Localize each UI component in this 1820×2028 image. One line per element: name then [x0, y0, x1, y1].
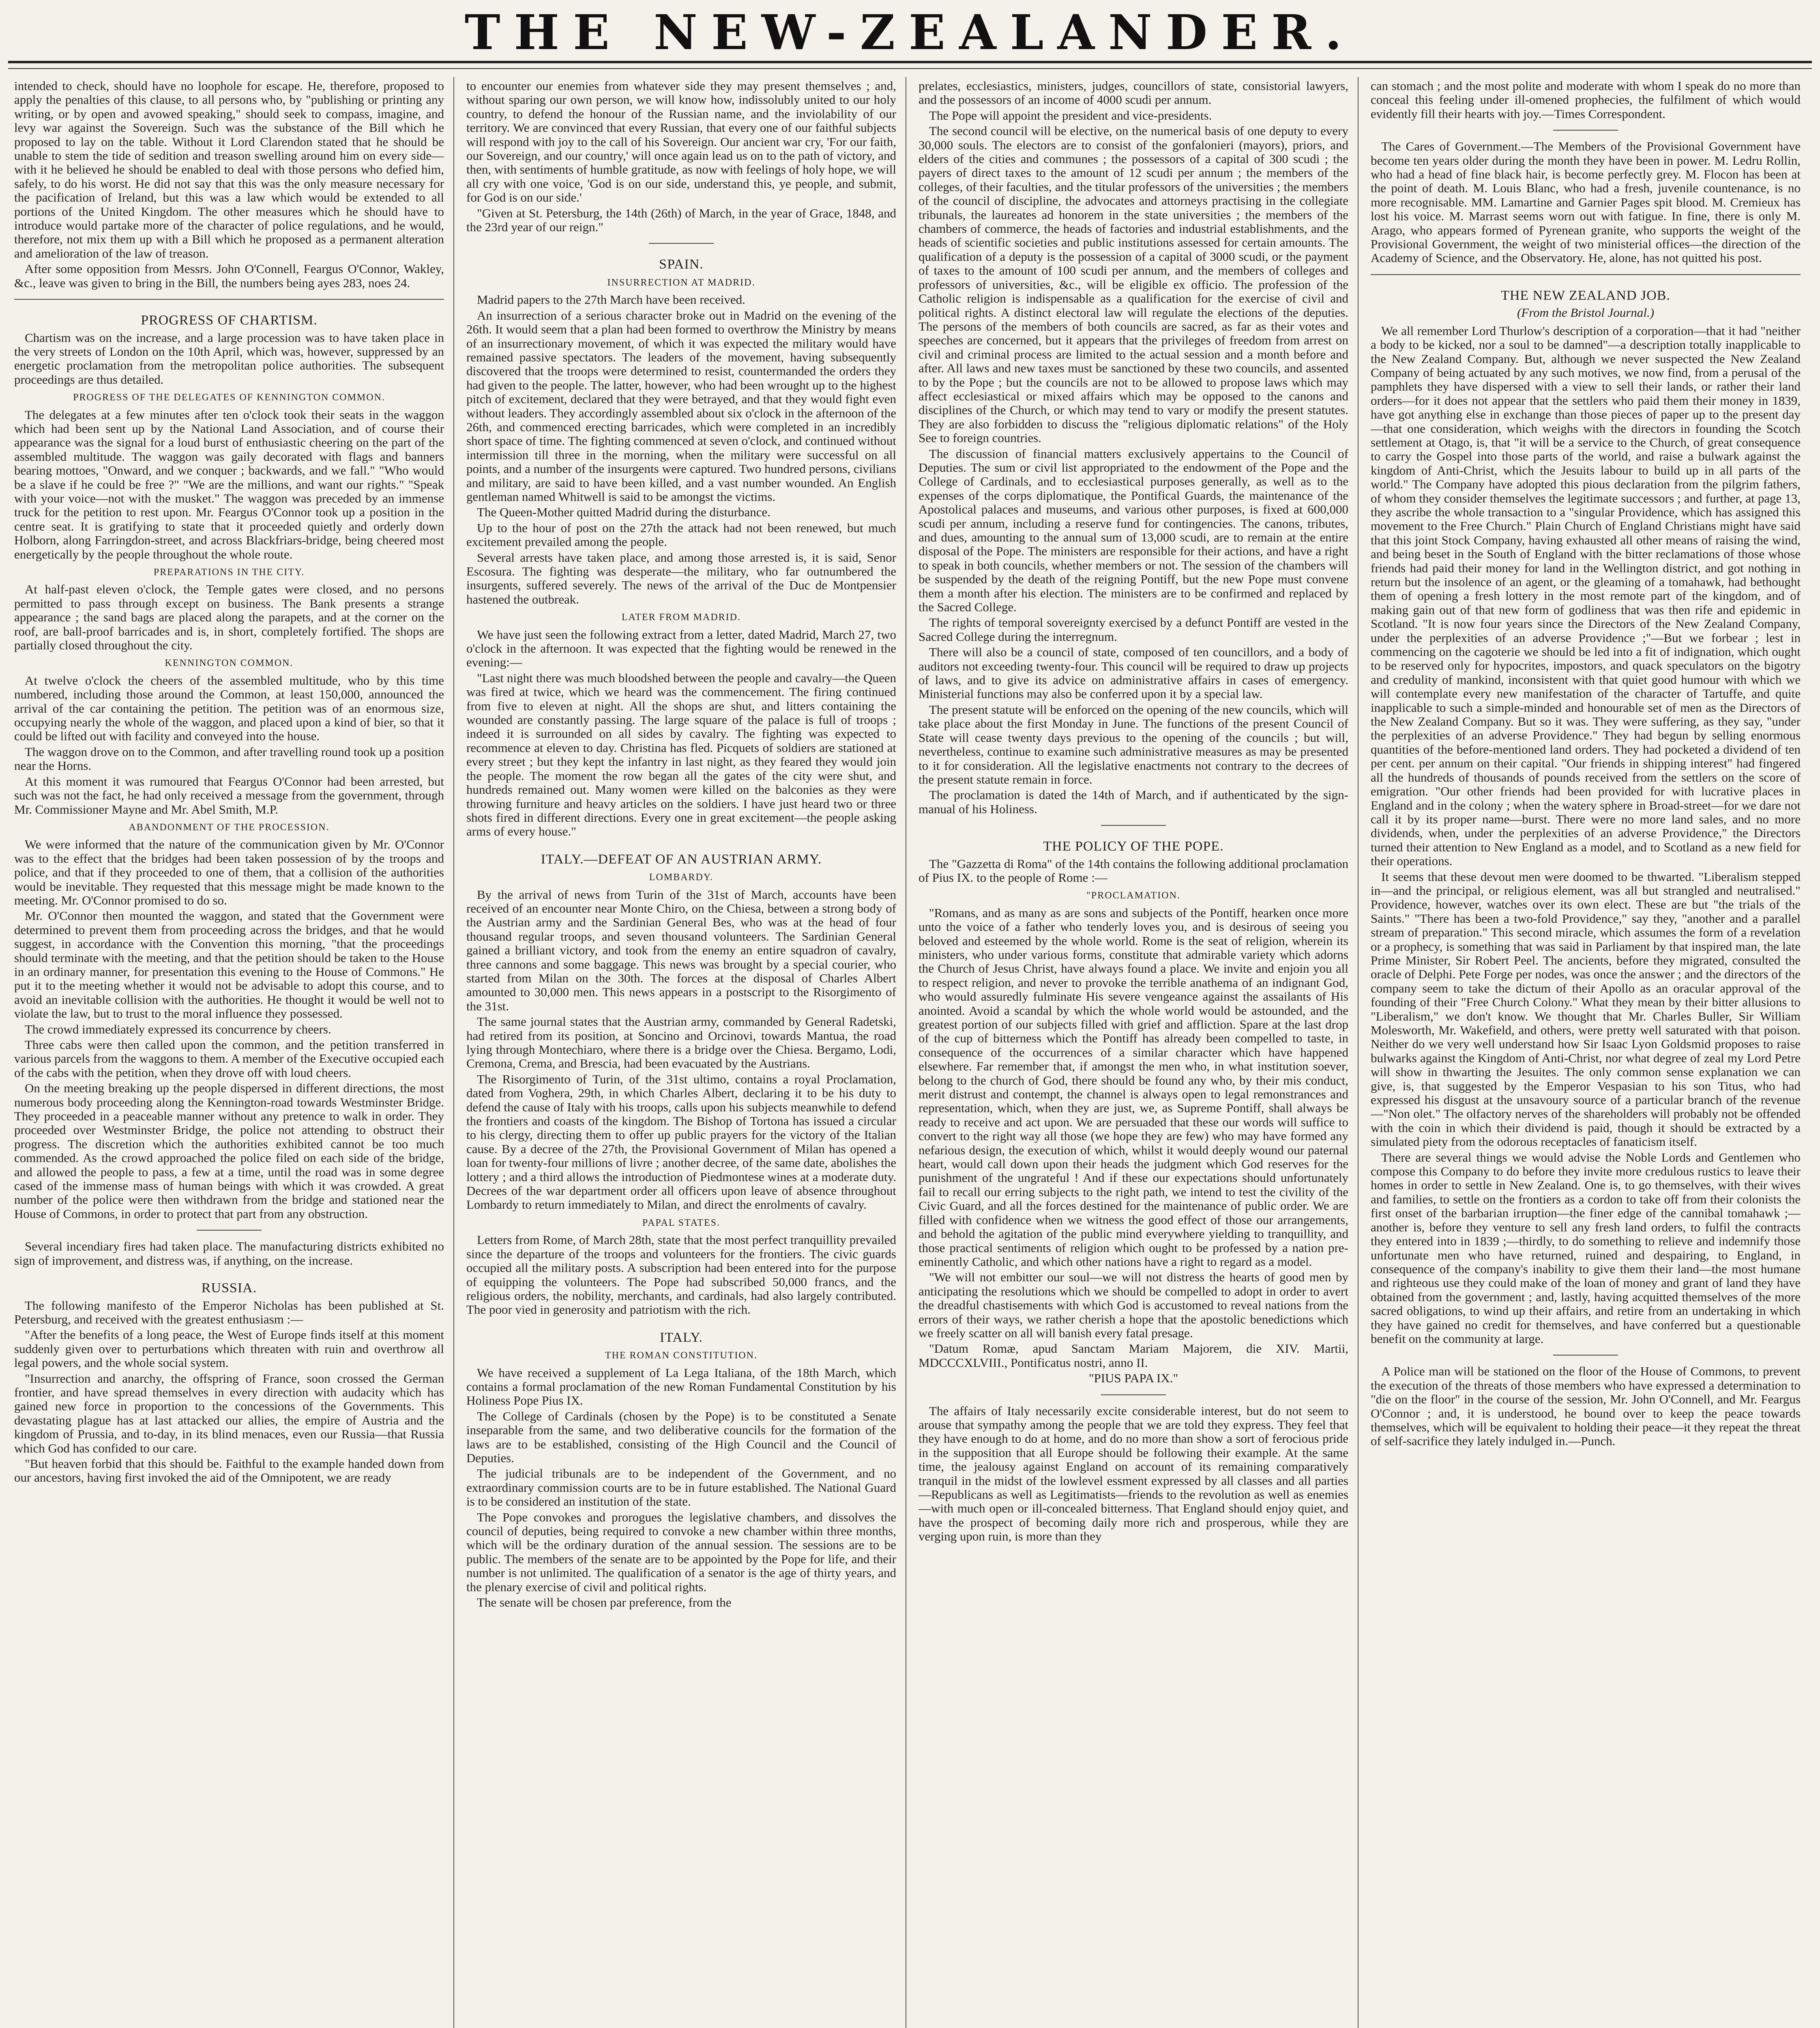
paragraph: At twelve o'clock the cheers of the assembled multitude, who by this time numbered, including those around the Common, at least 150,000, announced the arrival of the car containing the petition. The petition was of an enormous size, occupying nearly the whole of the waggon, and placed upon a kind of bier, so that it could be lifted out with facility and conveyed into the house. [14, 673, 444, 743]
paragraph: We were informed that the nature of the communication given by Mr. O'Connor was to the effect that the bridges had been taken possession of by the troops and police, and that if they proceeded to one of them, that a collision of the authorities would be inevitable. They requested that this message might be made known to the meeting. Mr. O'Connor promised to do so. [14, 837, 444, 907]
paragraph: The proclamation is dated the 14th of March, and if authenticated by the sign-manual of his Holiness. [919, 788, 1348, 816]
paragraph: The Pope convokes and prorogues the legislative chambers, and dissolves the council of deputies, being required to convoke a new chamber within three months, which will be the ordinary duration of the annual session. The sessions are to be public. The members of the senate are to be appointed by the Pope for life, and their number is not unlimited. The qualification of a senator is the age of thirty years, and the plenary exercise of civil and political rights. [466, 1510, 896, 1594]
section-rule [1371, 274, 1801, 275]
section-heading: SPAIN. [659, 257, 704, 272]
section-heading: THE POLICY OF THE POPE. [1043, 839, 1224, 854]
short-rule [1553, 1355, 1618, 1356]
paragraph: At half-past eleven o'clock, the Temple gates were closed, and no persons permitted to pass through except on business. The Bank presents a strange appearance ; the sand bags are placed along the parapets, and at the corner on the roof, are ball-proof barricades and is, in short, completely fortified. The shops are partially closed throughout the city. [14, 582, 444, 653]
paragraph: "Romans, and as many as are sons and subjects of the Pontiff, hearken once more unto the voice of a father who tenderly loves you, and is desirous of seeing you beloved and esteemed by the whole world. Rome is the seat of religion, wherein its ministers, who under various forms, constitute that admirable variety which adorns the Church of Jesus Christ, have always found a place. We invite and enjoin you all to respect religion, and never to provoke the terrible anathema of an indignant God, who would assuredly fulminate His severe vengeance against the assailants of His anointed. Avoid a scandal by which the whole world would be astounded, and the greatest portion of our subjects filled with grief and affliction. Spare at the last drop of the cup of bitterness which the Pontiff has already been compelled to taste, in consequence of the occurrences of a similar character which have happened elsewhere. Far remember that, if amongst the men who, in what institution soever, belong to the church of God, there should be found any who, by their mis conduct, merit distrust and contempt, the channel is always open to legal remonstrances and representation, which, when they are just, we, as Supreme Pontiff, shall always be ready to receive and act upon. We are persuaded that these our words will suffice to convert to the right way all those (we hope they are few) who may have formed any nefarious design, the execution of which, whilst it would deeply wound our paternal heart, would call down upon their heads the judgment which God reserves for the punishment of the ungrateful ! And if these our expectations should unfortunately fail to recall our erring subjects to the right path, we intend to test the civility of the Civic Guard, and all the forces destined for the maintenance of public order. We are filled with confidence when we witness the good effect of those our arrangements, and behold the agitation of the public mind everywhere yielding to tranquillity, and those practical sentiments of religion which ought to be professed by a nation pre-eminently Catholic, and which other nations have a right to regard as a model. [919, 905, 1348, 1269]
paragraph: Three cabs were then called upon the common, and the petition transferred in various parcels from the waggons to them. A member of the Executive occupied each of the cabs with the petition, when they drove off with loud cheers. [14, 1038, 444, 1080]
paragraph: prelates, ecclesiastics, ministers, judges, councillors of state, consistorial lawyers, and the possessors of an income of 4000 scudi per annum. [919, 79, 1348, 107]
paragraph: Letters from Rome, of March 28th, state that the most perfect tranquillity prevailed since the departure of the troops and volunteers for the frontiers. The civic guards occupied all the military posts. A subscription had been entered into for the purpose of equipping the volunteers. The Pope had subscribed 50,000 francs, and the religious orders, the nobility, merchants, and cardinals, had also largely contributed. The poor vied in generosity and patriotism with the rich. [466, 1233, 896, 1317]
paragraph: The "Gazzetta di Roma" of the 14th contains the following additional proclamation of Pius IX. to the people of Rome :— [919, 856, 1348, 885]
section-heading: THE NEW ZEALAND JOB. [1501, 288, 1670, 303]
paragraph: The delegates at a few minutes after ten o'clock took their seats in the waggon which had been sent up by the National Land Association, and of course their appearance was the signal for a loud burst of enthusiastic cheering on the part of the assembled multitude. The waggon was gaily decorated with flags and banners bearing mottoes, "Onward, and we conquer ; backwards, and we fall." "Who would be a slave if he could be free ?" "We are the millions, and want our rights." "Speak with your voice—not with the musket." The waggon was preceded by an immense truck for the petition to rest upon. Mr. Feargus O'Connor took up a position in the centre seat. It is gratifying to state that it proceeded quietly and orderly down Holborn, along Farringdon-street, and across Blackfriars-bridge, being cheered most energetically by the people throughout the whole route. [14, 407, 444, 561]
paragraph: "We will not embitter our soul—we will not distress the hearts of good men by anticipating the resolutions which we should be compelled to adopt in order to avert the dreadful chastisements with which God is accustomed to reveal nations from the errors of their ways, we rather cherish a hope that the apostolic benedictions which we freely scatter on all will banish every fatal presage. [919, 1270, 1348, 1340]
paragraph: Chartism was on the increase, and a large procession was to have taken place in the very streets of London on the 10th April, which was, however, suppressed by an energetic proclamation from the metropolitan police authorities. The subsequent proceedings are thus detailed. [14, 330, 444, 387]
section-rule [14, 299, 444, 300]
subheading: THE ROMAN CONSTITUTION. [605, 1350, 758, 1361]
paragraph: The Pope will appoint the president and vice-presidents. [929, 108, 1212, 122]
paragraph: The present statute will be enforced on the opening of the new councils, which will take place about the first Monday in June. The functions of the present Council of State will cease twenty days previous to the opening of the councils ; but will, nevertheless, continue to examine such administrative measures as may be presented to it for consideration. All the legislative enactments not contrary to the decrees of the present statute remain in force. [919, 702, 1348, 786]
short-rule [649, 243, 714, 244]
column-rule [453, 77, 454, 2028]
paragraph: to encounter our enemies from whatever side they may present themselves ; and, without sparing our own person, we will know how, indissolubly united to our holy country, to defend the honour of the Russian name, and the inviolability of our territory. We are convinced that every Russian, that every one of our faithful subjects will respond with joy to the call of his Sovereign. Our ancient war cry, 'For our faith, our Sovereign, and our country,' will once again lead us on to the path of victory, and then, with sentiments of humble gratitude, as now with feelings of holy hope, we will all cry with one voice, 'God is on our side, understand this, ye people, and submit, for God is on our side.' [466, 79, 896, 205]
paragraph: The second council will be elective, on the numerical basis of one deputy to every 30,000 souls. The electors are to consist of the gonfalonieri (mayors), priors, and elders of the cities and communes ; the possessors of a capital of 300 scudi ; the payers of direct taxes to the amount of 12 scudi per annum ; the members of the colleges, of their faculties, and the titular professors of the universities ; the members of the council of discipline, the advocates and attorneys practising in the collegiate tribunals, the laureates ad honorem in the state universities ; the members of the chambers of commerce, the heads of factories and industrial establishments, and the heads of scientific societies and public institutions assessed for certain amounts. The qualification of a deputy is the possession of a capital of 3000 scudi, or the payment of taxes to the amount of 100 scudi per annum, and the members of colleges and professors of universities, &c., will be eligible ex officio. The profession of the Catholic religion is indispensable as a qualification for the exercise of civil and political rights. A distinct electoral law will regulate the elections of the deputies. The persons of the members of both councils are sacred, as far as their votes and speeches are concerned, but it appears that the privileges of freedom from arrest on civil and criminal process are limited to the actual session and a month before and after. All laws and new taxes must be sanctioned by these two councils, and assented to by the Pope ; but the councils are not to be allowed to propose laws which may affect ecclesiastical or mixed affairs which may be opposed to the canons and disciplines of the Church, or which may tend to vary or modify the present statutes. They are also forbidden to discuss the "religious diplomatic relations" of the Holy See to foreign countries. [919, 124, 1348, 445]
short-rule [1553, 130, 1618, 131]
paragraph: There are several things we would advise the Noble Lords and Gentlemen who compose this Company to do before they invite more credulous rustics to leave their homes in order to settle in New Zealand. One is, to go themselves, with their wives and families, to settle on the frontiers as a cordon to take off from their colonists the first onset of the barbarian irruption—the finer edge of the cannibal tomahawk ;—another is, before they venture to sell any fresh land orders, to fulfil the contracts they entered into in 1839 ;—thirdly, to do something to relieve and indemnify those unfortunate men who have returned, ruined and despairing, to England, in consequence of the company's inability to give them their land—the most humane and righteous use they could make of the loan of money and grant of land they have obtained from the government ; and, lastly, having acquitted themselves of the more sacred obligations, to wind up their affairs, and retire from an undertaking in which they have gained no credit for themselves, and have conferred but a questionable benefit on the community at large. [1371, 1150, 1801, 1346]
subheading: PREPARATIONS IN THE CITY. [153, 567, 305, 578]
paragraph: We have just seen the following extract from a letter, dated Madrid, March 27, two o'clock in the afternoon. It was expected that the fighting would be renewed in the evening:— [466, 627, 896, 670]
paragraph: intended to check, should have no loophole for escape. He, therefore, proposed to apply the penalties of this clause, to all persons who, by "publishing or printing any writing, or by open and avowed speaking," should seek to compass, imagine, and levy war against the Sovereign. Such was the substance of the Bill which he proposed to lay on the table. Without it Lord Clarendon stated that he should be unable to stem the tide of sedition and treason swelling around him on every side—with it he believed he should be enabled to deal with those persons who defied him, safely, to do his worst. He did not say that this was the only measure necessary for the pacification of Ireland, but this was a law which would be extended to all portions of the United Kingdom. The other measures which he should have to introduce would partake more of the character of police regulations, and he would, therefore, not mix them up with a Bill which he proposed as a permanent alteration and amelioration of the law of treason. [14, 79, 444, 260]
paragraph: We have received a supplement of La Lega Italiana, of the 18th March, which contains a formal proclamation of the new Roman Fundamental Constitution by his Holiness Pope Pius IX. [466, 1365, 896, 1408]
paragraph: A Police man will be stationed on the floor of the House of Commons, to prevent the execution of the threats of those members who have expressed a determination to "die on the floor" in the course of the session, Mr. John O'Connell, and Mr. Feargus O'Connor ; and, it is understood, he bound over to keep the peace towards themselves, which will be equivalent to holding their peace—it they repeat the threat of self-sacrifice they lately indulged in.—Punch. [1371, 1364, 1801, 1448]
short-rule [1101, 825, 1166, 826]
paragraph: Madrid papers to the 27th March have been received. [477, 292, 745, 307]
paragraph: By the arrival of news from Turin of the 31st of March, accounts have been received of an encounter near Monte Chiro, on the Chiesa, between a strong body of the Austrian army and the Sardinian General Bes, who was at the head of four thousand regular troops, and seven thousand volunteers. The Sardinian General gained a brilliant victory, and took from the enemy an entire squadron of cavalry, three cannons and some baggage. This news was brought by a special courier, who started from Milan on the 30th. The forces at the disposal of Charles Albert amounted to 30,000 men. This news appears in a postscript to the Risorgimento of the 31st. [466, 887, 896, 1013]
paragraph: The College of Cardinals (chosen by the Pope) is to be constituted a Senate inseparable from the same, and two deliberative councils for the formation of the laws are to be established, consisting of the High Council and the Council of Deputies. [466, 1409, 896, 1465]
paragraph: "Insurrection and anarchy, the offspring of France, soon crossed the German frontier, and have spread themselves in every direction with audacity which has gained new force in proportion to the concessions of the Governments. This devastating plague has at last attacked our allies, the empire of Austria and the kingdom of Prussia, and to-day, in its blind menaces, even our Russia—that Russia which God has confided to our care. [14, 1371, 444, 1455]
section-heading: ITALY.—DEFEAT OF AN AUSTRIAN ARMY. [541, 851, 822, 867]
paragraph: "After the benefits of a long peace, the West of Europe finds itself at this moment suddenly given over to perturbations which threaten with ruin and overthrow all legal powers, and the whole social system. [14, 1328, 444, 1370]
section-heading: RUSSIA. [201, 1280, 257, 1296]
paragraph: The waggon drove on to the Common, and after travelling round took up a position near the Horns. [14, 744, 444, 773]
paragraph: It seems that these devout men were doomed to be thwarted. "Liberalism stepped in—and the principal, or religious element, was all but strangled and neutralised." Providence, however, watches over its own elect. These are but "the trials of the Saints." "There has been a two-fold Providence," say they, "another and a parallel stream of preparation." This second miracle, which assumes the form of a revelation or a prophecy, is something that was said in Parliament by that inspired man, the late Prime Minister, Sir Robert Peel. The ancients, before they migrated, consulted the oracle of Delphi. Pete Forge per nodes, was once the answer ; and the directors of the company seem to take the dictum of their Apollo as an oracular approval of the founding of their "Free Church Colony." What they mean by their bitter allusions to "Liberalism," we don't know. We thought that Mr. Charles Buller, Sir William Molesworth, Mr. Wakefield, and others, were pretty well saturated with that poison. Neither do we very well understand how Sir Isaac Lyon Goldsmid proposes to raise bulwarks against the Kingdom of Anti-Christ, nor what degree of zeal my Lord Petre will show in thwarting the Jesuites. The only common sense explanation we can give, is, that suggested by the Emperor Vespasian to his son Titus, who had expressed his disgust at the unsavoury source of a particular branch of the revenue —"Non olet." The olfactory nerves of the shareholders will probably not be offended with the coin in which their dividend is paid, though it should be extracted by a simulated piety from the odorous receptacles of fanaticism itself. [1371, 869, 1801, 1149]
paragraph: The crowd immediately expressed its concurrence by cheers. [25, 1022, 331, 1036]
subheading: INSURRECTION AT MADRID. [607, 277, 755, 288]
column-4 [1371, 79, 1801, 2028]
newspaper-title: THE NEW-ZEALANDER. [464, 4, 1356, 60]
paragraph: Up to the hour of post on the 27th the attack had not been renewed, but much excitement prevailed among the people. [466, 520, 896, 549]
signature: "PIUS PAPA IX." [1088, 1371, 1178, 1386]
paragraph: The judicial tribunals are to be independent of the Government, and no extraordinary commission courts are to be in future established. The National Guard is to be considered an institution of the state. [466, 1466, 896, 1509]
paragraph: Several incendiary fires had taken place. The manufacturing districts exhibited no sign of improvement, and distress was, if anything, on the increase. [14, 1239, 444, 1268]
short-rule [197, 1230, 262, 1231]
subheading: PROGRESS OF THE DELEGATES OF KENNINGTON COMMON. [73, 392, 385, 403]
subheading: KENNINGTON COMMON. [165, 658, 294, 669]
masthead-rule-thin [8, 68, 1812, 69]
section-heading: ITALY. [660, 1330, 703, 1345]
paragraph: The Risorgimento of Turin, of the 31st ultimo, contains a royal Proclamation, dated from Voghera, 29th, in which Charles Albert, declaring it to be his duty to defend the cause of Italy with his troops, calls upon his subjects meanwhile to defend the frontiers and coasts of the kingdom. The Bishop of Tortona has issued a circular to his clergy, directing them to offer up public prayers for the victory of the Italian cause. By a decree of the 27th, the Provisional Government of Milan has opened a loan for twenty-four millions of livre ; another decree, of the same date, abolishes the lottery ; and a third allows the introduction of Piedmontese wines at a moderate duty. Decrees of the war department order all officers upon leave of absence throughout Lombardy to return immediately to Milan, and direct the enrolments of cavalry. [466, 1072, 896, 1212]
subheading: PAPAL STATES. [642, 1217, 721, 1228]
paragraph: can stomach ; and the most polite and moderate with whom I speak do no more than conceal this feeling under ill-omened prophecies, the fulfilment of which would evidently fill their hearts with joy.—Times Correspondent. [1371, 79, 1801, 121]
paragraph: Mr. O'Connor then mounted the waggon, and stated that the Government were determined to prevent them from proceeding across the bridges, and that he would suggest, in accordance with the Convention this morning, "that the proceedings should terminate with the meeting, and that the petition should be taken to the House in an ordinary manner, for presentation this evening to the House of Commons." He put it to the meeting whether it would not be advisable to adopt this course, and to avoid an inevitable collision with the authorities. He thought it would be well not to violate the law, but to trust to the moral influence they possessed. [14, 909, 444, 1021]
paragraph: The rights of temporal sovereignty exercised by a defunct Pontiff are vested in the Sacred College during the interregnum. [919, 615, 1348, 644]
paragraph: The same journal states that the Austrian army, commanded by General Radetski, had retired from its position, at Soncino and Orcinovi, towards Mantua, the road lying through Montechiaro, where there is a bridge over the Chiesa. Bergamo, Lodi, Cremona, Crema, and Brescia, had been evacuated by the Austrians. [466, 1014, 896, 1071]
subheading: LOMBARDY. [649, 872, 714, 883]
source-credit: (From the Bristol Journal.) [1517, 305, 1655, 320]
subheading: LATER FROM MADRID. [621, 612, 741, 623]
paragraph: "But heaven forbid that this should be. Faithful to the example handed down from our ancestors, having first invoked the aid of the Omnipotent, we are ready [14, 1456, 444, 1485]
paragraph: The following manifesto of the Emperor Nicholas has been published at St. Petersburg, and received with the greatest enthusiasm :— [14, 1298, 444, 1326]
paragraph: The Cares of Government.—The Members of the Provisional Government have become ten years older during the month they have been in power. M. Ledru Rollin, who had a head of fine black hair, is become perfectly grey. M. Flocon has been at the point of death. M. Louis Blanc, who had a fresh, juvenile countenance, is no more recognisable. MM. Lamartine and Garnier Pages spit blood. M. Cremieux has lost his voice. M. Marrast seems worn out with fatigue. In fine, there is only M. Arago, who appears formed of Pyrenean granite, who supports the weight of the Provisional Government, the weight of two ministerial offices—the direction of the Academy of Science, and the Observatory. He, alone, has not quitted his post. [1371, 139, 1801, 265]
column-1 [14, 79, 444, 2028]
paragraph: "Last night there was much bloodshed between the people and cavalry—the Queen was fired at twice, which we heard was the commencement. The firing continued from five to eleven at night. All the shops are shut, and litters containing the wounded are constantly passing. The large square of the palace is full of troops ; indeed it is surrounded on all sides by cavalry. The fighting was expected to recommence at eleven to day. Christina has fled. Picquets of soldiers are stationed at every street ; but they kept the infantry in last night, as they feared they would join the people. The moment the row began all the gates of the city were shut, and hundreds remained out. Many women were killed on the balconies as they were throwing furniture and heavy articles on the soldiers. I have just heard two or three shots fired in different directions. Every one in great excitement—the people asking arms of every house." [466, 670, 896, 839]
paragraph: The Queen-Mother quitted Madrid during the disturbance. [477, 505, 770, 520]
paragraph: After some opposition from Messrs. John O'Connell, Feargus O'Connor, Wakley, &c., leave was given to bring in the Bill, the numbers being ayes 283, noes 24. [14, 262, 444, 290]
column-rule [1358, 77, 1359, 2028]
paragraph: The discussion of financial matters exclusively appertains to the Council of Deputies. The sum or civil list appropriated to the endowment of the Pope and the College of Cardinals, and to ecclesiastical purposes generally, as well as to the expenses of the corps diplomatique, the Pontifical Guards, the maintenance of the Apostolical palaces and museums, and various other purposes, is fixed at 600,000 scudi per annum, including a reserve fund for contingencies. The canons, tributes, and dues, amounting to the annual sum of 13,000 scudi, are to remain at the entire disposal of the Pope. The ministers are responsible for their actions, and have a right to speak in both councils, whether members or not. The session of the chambers will be suspended by the death of the reigning Pontiff, but the new Pope must convene them a month after his election. The ministers are to be confirmed and replaced by the Sacred College. [919, 446, 1348, 614]
paragraph: Several arrests have taken place, and among those arrested is, it is said, Senor Escosura. The fighting was desperate—the military, who far outnumbered the insurgents, suffered severely. The news of the arrival of the Duc de Montpensier hastened the outbreak. [466, 550, 896, 606]
subheading: "PROCLAMATION. [1086, 890, 1180, 901]
column-3 [919, 79, 1348, 2028]
paragraph: The affairs of Italy necessarily excite considerable interest, but do not seem to arouse that sympathy among the people that we are told they express. They feel that they have enough to do at home, and do no more than show a sort of ferocious pride in the supposition that all Europe should be following their example. At the same time, the jealousy against England on account of its remaining comparatively tranquil in the midst of the lowlevel essment expressed by all classes and all parties—Republicans as well as Legitimatists—friends to the revolution as well as enemies—with much open or ill-concealed bitterness. That England should enjoy quiet, and have the prospect of becoming daily more rich and prosperous, while they are verging upon ruin, is more than they [919, 1403, 1348, 1544]
paragraph: We all remember Lord Thurlow's description of a corporation—that it had "neither a body to be kicked, nor a soul to be damned"—a description totally inapplicable to the New Zealand Company. But, although we never suspected the New Zealand Company of being actuated by any such motives, we now find, from a perusal of the pamphlets they have dispersed with a view to sell their lands, or rather their land orders—for it does not appear that the settlers who paid them their money in 1839, have got anything else in exchange than those pieces of paper up to the present day—that one consideration, which weighs with the directors in founding the Scotch settlement at Otago, is, that "it will be a service to the Church, of great consequence to carry the Gospel into those parts of the world, and raise a bulwark against the kingdom of Anti-Christ, which the Jesuits labour to build up in all parts of the world." The Company have adopted this pious declaration from the pilgrim fathers, of whom they consider themselves the legitimate successors ; and further, at page 13, they ascribe the whole transaction to a "singular Providence, which has assigned this movement to the Free Church." Plain Church of England Christians might have said that this joint Stock Company, having exhausted all other means of raising the wind, and being beset in the South of England with the bitter reclamations of those whose friends had paid their money for land in the Wellington district, and got nothing in return but the insolence of an agent, or the gleaming of a tomahawk, had bethought them of opening a fresh lottery in the most remote part of the kingdom, and of making gain out of that new form of godliness that was then rife and epidemic in Scotland. "It is now four years since the Directors of the New Zealand Company, under the perplexities of an adverse Providence ;"—But we forbear ; lest in commencing on the cagoterie we should be led into a fit of indignation, which ought to be reserved only for hypocrites, impostors, and quack speculators on the bigotry and credulity of mankind, inconsistent with that quiet good humour with which we will contemplate every new manifestation of the character of Tartuffe, and quite inapplicable to such a simple-minded and honourable set of men as the Directors of the New Zealand Company. But so it was. They were suffering, as they say, "under the perplexities of an adverse Providence." They had begun by selling enormous quantities of the before-mentioned land orders. They had pocketed a dividend of ten per cent. per annum on their capital. "Our friends in shipping interest" had fingered all the hundreds of thousands of pounds received from the settlers on the score of emigration. "Our other friends had been provided for with lucrative places in England and in the colony ; when the watery sphere in Broad-street—for we dare not call it by its proper name—burst. There were no more land sales, and no more dividends, when, under the perplexities of an adverse Providence," the Directors turned their attention to New England as a model, and to Scotland as a new field for their operations. [1371, 323, 1801, 868]
masthead [0, 0, 1820, 61]
paragraph: "Given at St. Petersburg, the 14th (26th) of March, in the year of Grace, 1848, and the 23rd year of our reign." [466, 206, 896, 234]
section-heading: PROGRESS OF CHARTISM. [141, 313, 318, 328]
paragraph: There will also be a council of state, composed of ten councillors, and a body of auditors not exceeding twenty-four. This council will be required to draw up projects of laws, and to give its advice on administrative affairs in cases of emergency. Ministerial functions may also be conferred upon it by a special law. [919, 645, 1348, 701]
subheading: ABANDONMENT OF THE PROCESSION. [129, 822, 330, 833]
short-rule [1101, 1394, 1166, 1395]
paragraph: "Datum Romæ, apud Sanctam Mariam Majorem, die XIV. Martii, MDCCCXLVIII., Pontificatus nostri, anno II. [919, 1341, 1348, 1370]
masthead-rule [8, 61, 1812, 63]
paragraph: An insurrection of a serious character broke out in Madrid on the evening of the 26th. It would seem that a plan had been formed to overthrow the Ministry by means of an insurrectionary movement, of which it was expected the military would have remained passive spectators. The leaders of the movement, having subsequently discovered that the troops were determined to resist, countermanded the orders they had given to the people. The latter, however, who had been wrought up to the highest pitch of excitement, declared that they were betrayed, and that they would fight even without leaders. They accordingly assembled about six o'clock in the afternoon of the 26th, and commenced erecting barricades, which were completed in an incredibly short space of time. The fighting commenced at seven o'clock, and continued without intermission till three in the morning, when the military were successful on all points, and a number of the insurgents were captured. Two hundred persons, civilians and military, are said to have been killed, and a vast number wounded. An English gentleman named Whitwell is said to be amongst the victims. [466, 308, 896, 504]
paragraph: The senate will be chosen par preference, from the [477, 1595, 732, 1610]
column-2 [466, 79, 896, 2028]
paragraph: On the meeting breaking up the people dispersed in different directions, the most numerous body proceeding along the Kennington-road towards Westminster Bridge. They proceeded in a peaceable manner without any pretence to walk in order. They proceeded over Westminster Bridge, the police not attending to obstruct their progress. The discretion which the authorities exhibited cannot be too much commended. As the crowd approached the police filed on each side of the bridge, and allowed the people to pass, a few at a time, until the road was in some degree cased of the immense mass of human beings with which it was crowded. A great number of the police were then withdrawn from the bridge and stationed near the House of Commons, in order to protect that part from any obstruction. [14, 1081, 444, 1221]
paragraph: At this moment it was rumoured that Feargus O'Connor had been arrested, but such was not the fact, he had only received a message from the government, through Mr. Commissioner Mayne and Mr. Abel Smith, M.P. [14, 774, 444, 816]
